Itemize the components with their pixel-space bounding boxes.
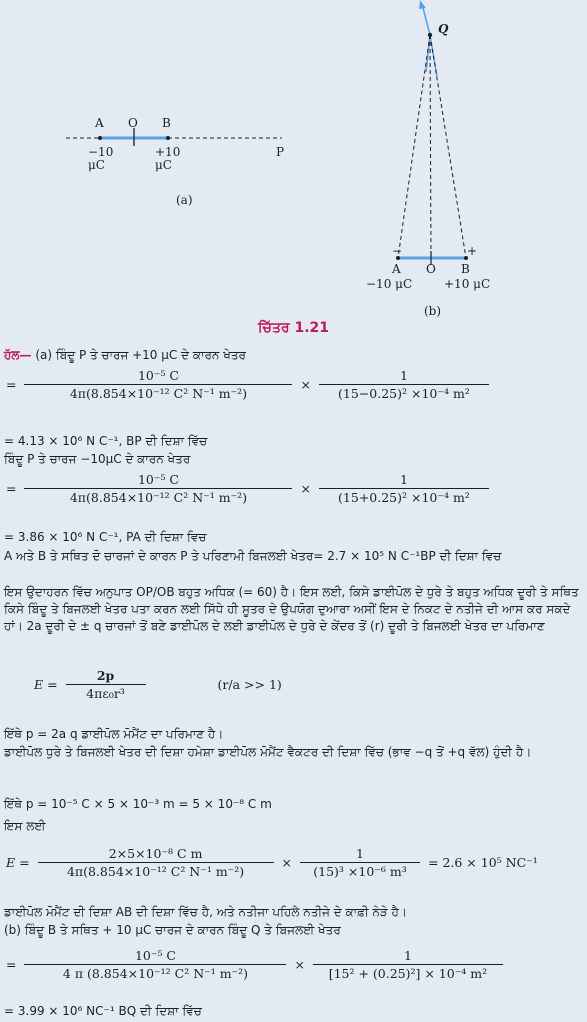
equation-4	[6, 846, 538, 879]
figure-caption: ਚਿੱਤਰ 1.21	[258, 320, 329, 336]
eq2-den1: 4π(8.854×10⁻¹² C² N⁻¹ m⁻²)	[69, 490, 248, 505]
fig-b-field-arrow	[422, 4, 430, 35]
eq1-times: ×	[300, 377, 311, 392]
fig-a-label-o: O	[128, 116, 138, 130]
paragraph-ratio: ਇਸ ਉਦਾਹਰਨ ਵਿੱਚ ਅਨੁਪਾਤ OP/OB ਬਹੁਤ ਅਧਿਕ (= 60) ਹੈ। ਇਸ ਲਈ, ਕਿਸੇ ਡਾਈਪੋਲ ਦੇ ਧੁਰੇ ਤੇ ਬਹੁਤ ਅਧਿਕ ਦੂਰੀ ਤੇ ਸਥਿਤ ਕਿਸੇ ਬਿੰਦੂ ਤੇ ਬਿਜਲਈ ਖੇਤਰ ਪਤਾ ਕਰਨ ਲਈ ਸਿੱਧੇ ਹੀ ਸੂਤਰ ਦੇ ਉਪਯੋਗ ਦੁਆਰਾ ਅਸੀਂ ਇਸ ਦੇ ਨਿਕਟ ਦੇ ਨਤੀਜੇ ਦੀ ਆਸ ਕਰ ਸਕਦੇ ਹਾਂ। 2a ਦੂਰੀ ਦੇ ± q ਚਾਰਜਾਂ ਤੋਂ ਬਣੇ ਡਾਈਪੋਲ ਦੇ ਲਈ ਡਾਈਪੋਲ ਦੇ ਧੁਰੇ ਦੇ ਕੇਂਦਰ ਤੋਂ (r) ਦੂਰੀ ਤੇ ਬਿਜਲਈ ਖੇਤਰ ਦਾ ਪਰਿਮਾਣ	[4, 585, 579, 633]
paragraph-resultant: A ਅਤੇ B ਤੇ ਸਥਿਤ ਦੋ ਚਾਰਜਾਂ ਦੇ ਕਾਰਨ P ਤੇ ਪਰਿਣਾਮੀ ਬਿਜਲਈ ਖੇਤਰ= 2.7 × 10⁵ N C⁻¹BP ਦੀ ਦਿਸ਼ਾ ਵਿਚ	[4, 549, 502, 563]
fig-a-charge-b-unit: μC	[155, 158, 172, 172]
part-a-heading: (a) ਬਿੰਦੂ P ਤੇ ਚਾਰਜ +10 μC ਦੇ ਕਾਰਨ ਖੇਤਰ	[35, 348, 246, 362]
eq1-den2: (15−0.25)² ×10⁻⁴ m²	[338, 386, 470, 401]
eq4-den2: (15)³ ×10⁻⁶ m³	[313, 864, 407, 879]
eq5-den2: [15² + (0.25)²] × 10⁻⁴ m²	[328, 966, 488, 981]
paragraph-p-value: ਇੱਥੇ p = 10⁻⁵ C × 5 × 10⁻³ m = 5 × 10⁻⁸ C m	[4, 797, 272, 811]
eq2-num2: 1	[319, 472, 489, 489]
fig-b-label-o: O	[426, 262, 436, 276]
eq4-rhs: = 2.6 × 10⁵ NC⁻¹	[428, 855, 538, 870]
heading-2: ਬਿੰਦੂ P ਤੇ ਚਾਰਜ −10μC ਦੇ ਕਾਰਨ ਖੇਤਰ	[4, 452, 191, 466]
fig-a-sub-label: (a)	[176, 193, 193, 207]
eq1-den1: 4π(8.854×10⁻¹² C² N⁻¹ m⁻²)	[69, 386, 248, 401]
equation-3	[6, 668, 282, 701]
result-2: = 3.86 × 10⁶ N C⁻¹, PA ਦੀ ਦਿਸ਼ਾ ਵਿਚ	[4, 530, 207, 544]
equation-1	[6, 368, 493, 401]
fig-b-sign-plus: +	[467, 244, 478, 258]
fig-a-label-b: B	[162, 116, 171, 130]
eq3-condition: (r/a >> 1)	[217, 677, 282, 692]
fig-a-charge-b	[166, 136, 170, 140]
eq5-num1: 10⁻⁵ C	[24, 948, 286, 965]
eq4-num1: 2×5×10⁻⁸ C m	[38, 846, 274, 863]
fig-b-label-b: B	[461, 262, 470, 276]
eq4-den1: 4π(8.854×10⁻¹² C² N⁻¹ m⁻²)	[66, 864, 245, 879]
eq5-num2: 1	[313, 948, 503, 965]
paragraph-dipole-moment: ਇੱਥੇ p = 2a q ਡਾਈਪੋਲ ਮੋਮੈਂਟ ਦਾ ਪਰਿਮਾਣ ਹੈ।	[4, 727, 224, 741]
eq4-lhs: E =	[6, 855, 30, 870]
eq3-lhs: E =	[34, 677, 58, 692]
fig-b-charge-a: −10 μC	[366, 277, 413, 291]
eq2-num1: 10⁻⁵ C	[24, 472, 292, 489]
eq1-num2: 1	[319, 368, 489, 385]
eq5-times: ×	[294, 957, 305, 972]
fig-b-label-a: A	[392, 262, 401, 276]
fig-a-label-p: P	[276, 145, 285, 159]
part-b-heading: (b) ਬਿੰਦੂ B ਤੇ ਸਥਿਤ + 10 μC ਚਾਰਜ ਦੇ ਕਾਰਨ ਬਿੰਦੂ Q ਤੇ ਬਿਜਲਈ ਖੇਤਰ	[4, 923, 341, 937]
eq5-den1: 4 π (8.854×10⁻¹² C² N⁻¹ m⁻²)	[62, 966, 249, 981]
eq2-times: ×	[300, 481, 311, 496]
eq1-equals: =	[6, 377, 17, 392]
paragraph-direction: ਡਾਈਪੋਲ ਧੁਰੇ ਤੇ ਬਿਜਲਈ ਖੇਤਰ ਦੀ ਦਿਸ਼ਾ ਹਮੇਸ਼ਾ ਡਾਈਪੋਲ ਮੋਮੈਂਟ ਵੈਕਟਰ ਦੀ ਦਿਸ਼ਾ ਵਿੱਚ (ਭਾਵ −q ਤੋਂ +q ਵੱਲ) ਹੁੰਦੀ ਹੈ।	[4, 745, 532, 759]
equation-2	[6, 472, 493, 505]
eq4-times: ×	[281, 855, 293, 870]
fig-a-charge-a	[98, 136, 102, 140]
fig-b-sub-label: (b)	[424, 304, 442, 318]
fig-b-field-arrowhead	[419, 0, 426, 9]
result-5: = 3.99 × 10⁶ NC⁻¹ BQ ਦੀ ਦਿਸ਼ਾ ਵਿੱਚ	[4, 1004, 202, 1018]
fig-a-charge-a-unit: μC	[88, 158, 105, 172]
fig-b-ea-arrow	[426, 35, 430, 72]
eq5-equals: =	[6, 957, 17, 972]
solution-label: ਹੱਲ—	[4, 348, 32, 362]
paragraph-conclusion: ਡਾਈਪੋਲ ਮੋਮੈਂਟ ਦੀ ਦਿਸ਼ਾ AB ਦੀ ਦਿਸ਼ਾ ਵਿੱਚ ਹੈ, ਅਤੇ ਨਤੀਜਾ ਪਹਿਲੇ ਨਤੀਜੇ ਦੇ ਕਾਫ਼ੀ ਨੇੜੇ ਹੈ।	[4, 905, 408, 919]
eq3-num: 2p	[66, 668, 146, 685]
paragraph-therefore: ਇਸ ਲਈ	[4, 819, 46, 833]
result-1: = 4.13 × 10⁶ N C⁻¹, BP ਦੀ ਦਿਸ਼ਾ ਵਿੱਚ	[4, 434, 208, 448]
fig-b-line-qa	[398, 35, 430, 258]
eq1-num1: 10⁻⁵ C	[24, 368, 292, 385]
fig-b-charge-b: +10 μC	[444, 277, 491, 291]
fig-a-label-a: A	[95, 116, 104, 130]
eq4-num2: 1	[300, 846, 420, 863]
fig-b-line-qo	[430, 35, 431, 258]
equation-5	[6, 948, 507, 981]
fig-a-charge-a-value: −10	[88, 145, 114, 159]
fig-b-sign-minus: −	[392, 244, 403, 258]
fig-b-label-q: Q	[438, 22, 449, 36]
part-a-heading-line	[4, 348, 246, 363]
eq2-den2: (15+0.25)² ×10⁻⁴ m²	[338, 490, 470, 505]
fig-a-charge-b-value: +10	[155, 145, 181, 159]
eq2-equals: =	[6, 481, 17, 496]
eq3-den: 4πε₀r³	[86, 686, 125, 701]
